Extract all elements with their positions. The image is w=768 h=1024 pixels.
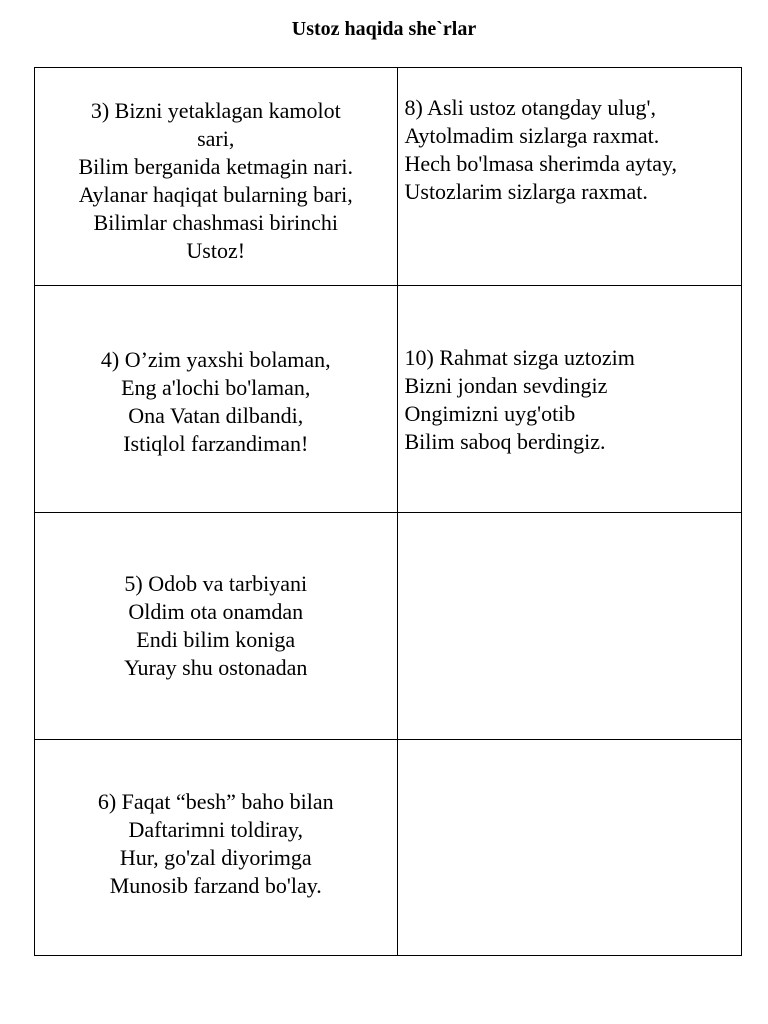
- table-row: [35, 740, 742, 956]
- poems-table: [34, 67, 742, 956]
- poem-3-text: 3) Bizni yetaklagan kamolot sari, Bilim berganida ketmagin nari. Aylanar haqiqat bularning bari, Bilimlar chashmasi birinchi Ustoz!: [78, 98, 354, 263]
- poem-5-text: 5) Odob va tarbiyani Oldim ota onamdan Endi bilim koniga Yuray shu ostonadan: [124, 571, 308, 680]
- poem-4-text: 4) O’zim yaxshi bolaman, Eng a'lochi bo'laman, Ona Vatan dilbandi, Istiqlol farzandiman!: [100, 347, 331, 456]
- poem-cell-10: [397, 286, 742, 513]
- table-row: [35, 68, 742, 286]
- poem-10-text: 10) Rahmat sizga uztozim Bizni jondan sevdingiz Ongimizni uyg'otib Bilim saboq berdingiz.: [404, 345, 635, 454]
- poem-cell-8: [397, 68, 742, 286]
- poem-8-text: 8) Asli ustoz otangday ulug', Aytolmadim sizlarga raxmat. Hech bo'lmasa sherimda aytay, Ustozlarim sizlarga raxmat.: [404, 95, 678, 204]
- table-row: [35, 513, 742, 740]
- document-title: Ustoz haqida she`rlar: [291, 18, 477, 40]
- table-row: [35, 286, 742, 513]
- poem-cell-4: [35, 286, 398, 513]
- poem-cell-5: [35, 513, 398, 740]
- empty-cell: [397, 740, 742, 956]
- poem-cell-3: [35, 68, 398, 286]
- empty-cell: [397, 513, 742, 740]
- poem-cell-6: [35, 740, 398, 956]
- poem-6-text: 6) Faqat “besh” baho bilan Daftarimni toldiray, Hur, go'zal diyorimga Munosib farzand bo'lay.: [97, 789, 334, 898]
